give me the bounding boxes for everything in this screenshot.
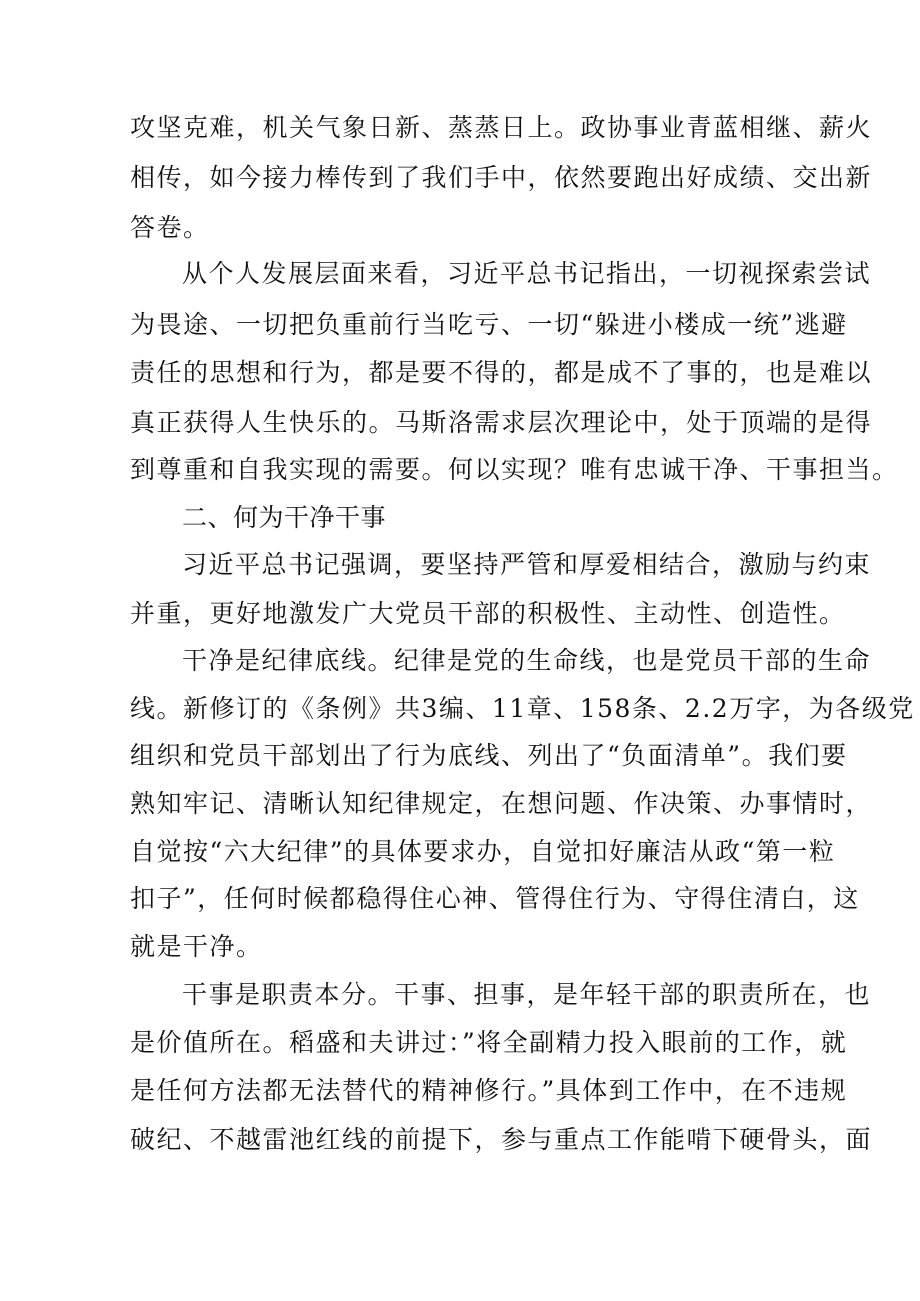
paragraph-line: 就是干净。 xyxy=(130,932,263,961)
paragraph-line: 干净是纪律底线。纪律是党的生命线，也是党员干部的生命 xyxy=(182,646,872,675)
paragraph-line: 干事是职责本分。干事、担事，是年轻干部的职责所在，也 xyxy=(182,980,872,1009)
paragraph-line: 自觉按“六大纪律”的具体要求办，自觉扣好廉洁从政“第一粒 xyxy=(130,837,836,866)
paragraph-line: 线。新修订的《条例》共3编、11章、158条、2.2万字，为各级党 xyxy=(130,694,915,723)
paragraph-line: 是价值所在。稻盛和夫讲过：”将全副精力投入眼前的工作，就 xyxy=(130,1028,848,1057)
paragraph-line: 责任的思想和行为，都是要不得的，都是成不了事的，也是难以 xyxy=(130,358,873,387)
paragraph-line: 攻坚克难，机关气象日新、蒸蒸日上。政协事业青蓝相继、薪火 xyxy=(130,113,873,142)
paragraph-line: 并重，更好地激发广大党员干部的积极性、主动性、创造性。 xyxy=(130,599,846,628)
paragraph-line: 是任何方法都无法替代的精神修行。”具体到工作中，在不违规 xyxy=(130,1076,848,1105)
paragraph-line: 组织和党员干部划出了行为底线、列出了“负面清单”。我们要 xyxy=(130,741,848,770)
paragraph-line: 从个人发展层面来看，习近平总书记指出，一切视探索尝试 xyxy=(182,259,872,288)
paragraph-line: 扣子”，任何时候都稳得住心神、管得住行为、守得住清白，这 xyxy=(130,884,860,913)
section-heading: 二、何为干净干事 xyxy=(182,503,387,532)
paragraph-line: 破纪、不越雷池红线的前提下，参与重点工作能啃下硬骨头，面 xyxy=(130,1125,873,1154)
paragraph-line: 真正获得人生快乐的。马斯洛需求层次理论中，处于顶端的是得 xyxy=(130,408,873,437)
paragraph-line: 相传，如今接力棒传到了我们手中，依然要跑出好成绩、交出新 xyxy=(130,163,873,192)
paragraph-line: 习近平总书记强调，要坚持严管和厚爱相结合，激励与约束 xyxy=(182,550,872,579)
paragraph-line: 熟知牢记、清晰认知纪律规定，在想问题、作决策、办事情时， xyxy=(130,789,873,818)
paragraph-line: 答卷。 xyxy=(130,213,210,242)
paragraph-line: 到尊重和自我实现的需要。何以实现？唯有忠诚干净、干事担当。 xyxy=(130,455,899,484)
paragraph-line: 为畏途、一切把负重前行当吃亏、一切“躲进小楼成一统”逃避 xyxy=(130,310,848,339)
